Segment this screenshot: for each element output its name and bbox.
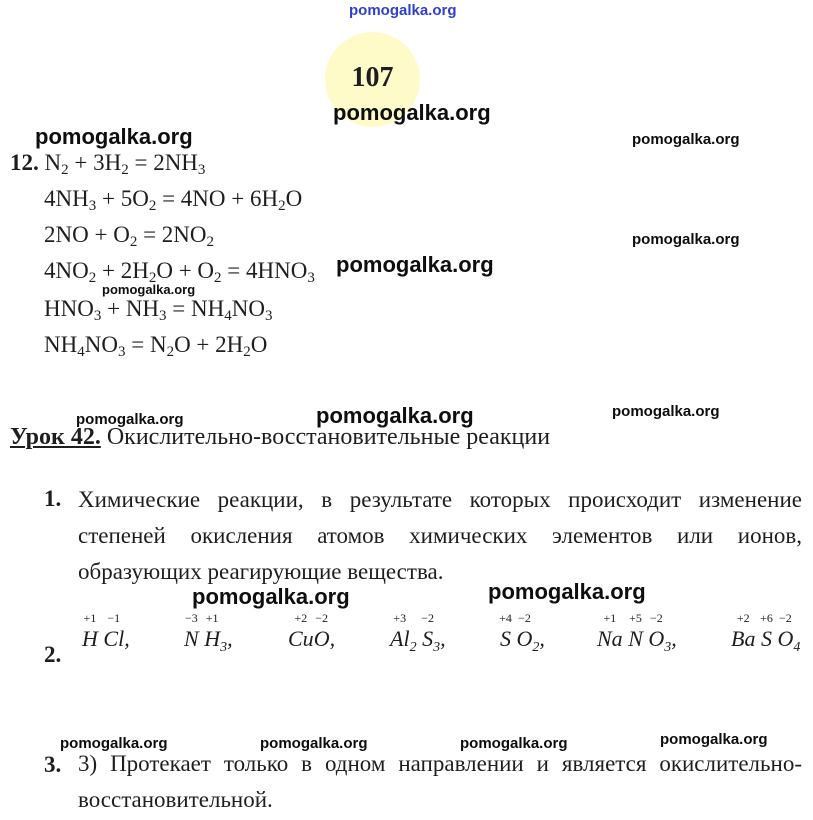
watermark: pomogalka.org — [76, 411, 184, 428]
watermark: pomogalka.org — [460, 735, 568, 752]
task12-line-1 — [10, 150, 205, 176]
compound-so2: +4 S −2 $O_2$, — [499, 611, 545, 655]
compound-cuo: +2 Cu −2 O, — [288, 611, 336, 651]
compound-hcl: +1 H −1 Cl, — [82, 611, 130, 651]
task12-number: 12. — [10, 150, 39, 175]
lesson-title: Окислительно-восстановительные реакции — [100, 424, 551, 450]
item3-text: 3) Протекает только в одном направлении и является окислительно-восстановительной. — [78, 751, 802, 812]
item3-number: 3. — [44, 752, 62, 777]
compound-al2s3: +3 $Al_2$ −2 $S_3$, — [390, 611, 446, 655]
watermark: pomogalka.org — [60, 735, 168, 752]
item1-text: Химические реакции, в результате которых происходит изменение степеней окисления атомов химических элементов или ионов, образующих реагирующие вещества. — [78, 487, 802, 584]
watermark: pomogalka.org — [316, 403, 474, 428]
watermark: pomogalka.org — [336, 252, 494, 277]
compound-baso4: +2 Ba +6 S −2 $O_4$ — [731, 611, 801, 655]
watermark: pomogalka.org — [260, 735, 368, 752]
watermark: pomogalka.org — [660, 731, 768, 748]
watermark: pomogalka.org — [333, 100, 491, 125]
equation-1: $N_2 + 3H_2 = 2NH_3$ — [44, 150, 206, 178]
equation-6: $NH_4NO_3 = N_2O + 2H_2O$ — [44, 332, 268, 360]
equation-5: $HNO_3 + NH_3 = NH_4NO_3$ — [44, 296, 273, 324]
item2-number: 2. — [44, 642, 62, 667]
top-watermark: pomogalka.org — [349, 2, 457, 19]
compound-nano3: +1 Na +5 N −2 $O_3$, — [597, 611, 677, 655]
watermark: pomogalka.org — [632, 131, 740, 148]
watermark: pomogalka.org — [192, 584, 350, 609]
watermark: pomogalka.org — [612, 403, 720, 420]
page-number: 107 — [351, 62, 394, 93]
watermark: pomogalka.org — [102, 282, 196, 297]
equation-4: $4NO_2 + 2H_2O + O_2 = 4HNO_3$ — [44, 258, 315, 286]
equation-3: $2NO + O_2 = 2NO_2$ — [44, 222, 215, 250]
equation-2: $4NH_3 + 5O_2 = 4NO + 6H_2O$ — [44, 186, 303, 214]
lesson-label: Урок 42. — [10, 424, 101, 450]
compound-nh3: −3 N +1 $H_3$, — [184, 611, 233, 655]
watermark: pomogalka.org — [632, 231, 740, 248]
watermark: pomogalka.org — [35, 124, 193, 149]
watermark: pomogalka.org — [488, 579, 646, 604]
item1-number: 1. — [44, 486, 62, 511]
